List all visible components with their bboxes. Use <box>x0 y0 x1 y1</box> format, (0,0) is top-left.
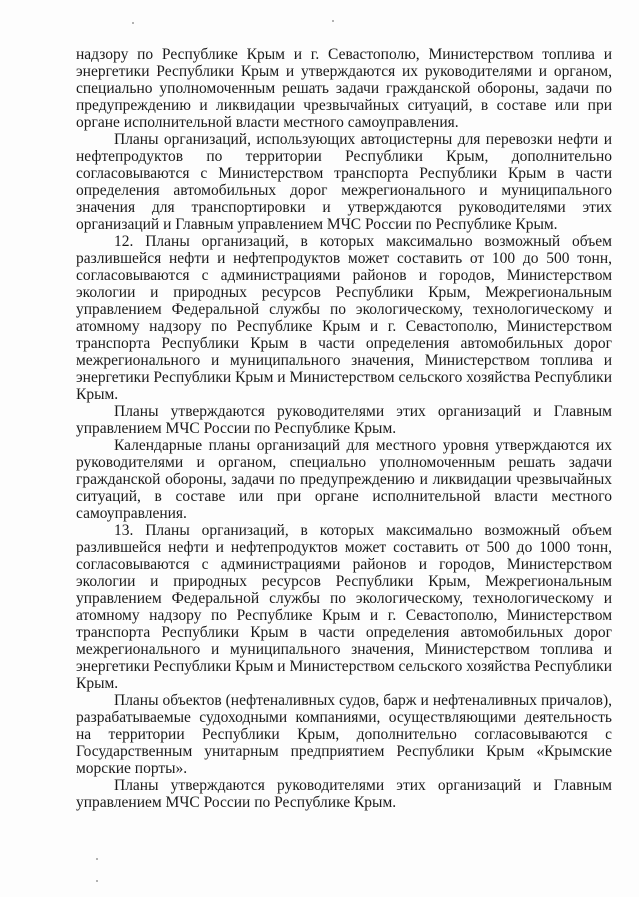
paragraph-item-12: 12. Планы организаций, в которых максимально возможный объем разлившейся нефти и нефтепродуктов может составить от 100 до 500 тонн, согласовываются с администрациями районов и городов, Министерством экологии и природных ресурсов Республики Крым, Межрегиональным управлением Федеральной службы по экологическому, технологическому и атомному надзору по Республике Крым и г. Севастополю, Министерством транспорта Республики Крым в части определения автомобильных дорог межрегионального и муниципального значения, Министерством топлива и энергетики Республики Крым и Министерством сельского хозяйства Республики Крым. <box>76 233 612 403</box>
paragraph-continuation: надзору по Республике Крым и г. Севастополю, Министерством топлива и энергетики Республики Крым и утверждаются их руководителями и органом, специально уполномоченным решать задачи гражданской обороны, задачи по предупреждению и ликвидации чрезвычайных ситуаций, в составе или при органе исполнительной власти местного самоуправления. <box>76 46 612 131</box>
scan-speck <box>332 20 334 22</box>
paragraph-object-plans: Планы объектов (нефтеналивных судов, барж и нефтеналивных причалов), разрабатываемые судоходными компаниями, осуществляющими деятельность на территории Республики Крым, дополнительно согласовываются с Государственным унитарным предприятием Республики Крым «Крымские морские порты». <box>76 692 612 777</box>
paragraph-item-13-approval: Планы утверждаются руководителями этих организаций и Главным управлением МЧС России по Республике Крым. <box>76 777 612 811</box>
scan-speck <box>132 22 134 24</box>
paragraph-item-13: 13. Планы организаций, в которых максимально возможный объем разлившейся нефти и нефтепродуктов может составить от 500 до 1000 тонн, согласовываются с администрациями районов и городов, Министерством экологии и природных ресурсов Республики Крым, Межрегиональным управлением Федеральной службы по экологическому, технологическому и атомному надзору по Республике Крым и г. Севастополю, Министерством транспорта Республики Крым в части определения автомобильных дорог межрегионального и муниципального значения, Министерством топлива и энергетики Республики Крым и Министерством сельского хозяйства Республики Крым. <box>76 522 612 692</box>
paragraph-calendar-plans: Календарные планы организаций для местного уровня утверждаются их руководителями и органом, специально уполномоченным решать задачи гражданской обороны, задачи по предупреждению и ликвидации чрезвычайных ситуаций, в составе или при органе исполнительной власти местного самоуправления. <box>76 437 612 522</box>
document-body <box>76 46 612 811</box>
paragraph-tanker-plans: Планы организаций, использующих автоцистерны для перевозки нефти и нефтепродуктов по территории Республики Крым, дополнительно согласовываются с Министерством транспорта Республики Крым в части определения автомобильных дорог межрегионального и муниципального значения для транспортировки и утверждаются руководителями этих организаций и Главным управлением МЧС России по Республике Крым. <box>76 131 612 233</box>
paragraph-item-12-approval: Планы утверждаются руководителями этих организаций и Главным управлением МЧС России по Республике Крым. <box>76 403 612 437</box>
scan-speck <box>96 858 98 860</box>
scan-speck <box>96 880 98 882</box>
